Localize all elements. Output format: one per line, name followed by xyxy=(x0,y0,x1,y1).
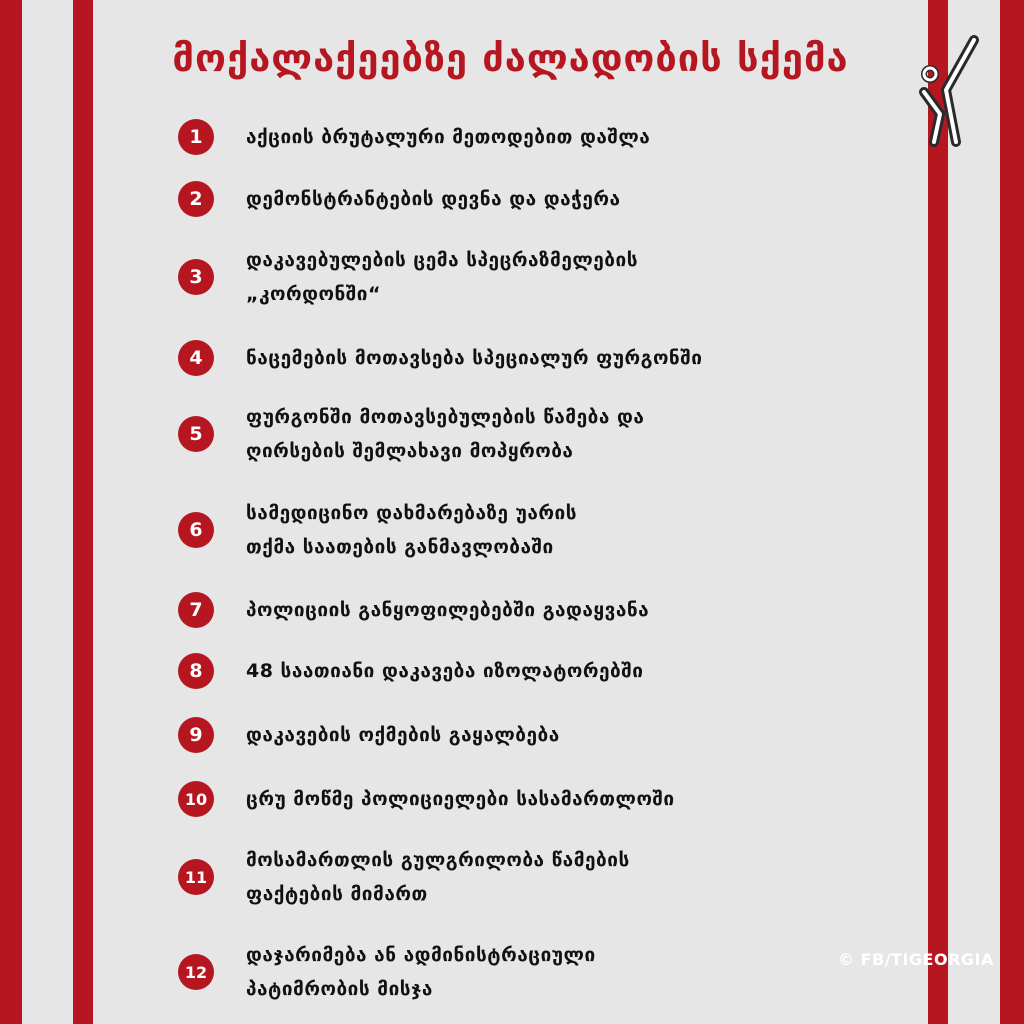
list-item xyxy=(178,340,908,376)
item-number-badge: 3 xyxy=(178,259,214,295)
item-text-line: თქმა საათების განმავლობაში xyxy=(246,536,554,558)
item-number-badge: 9 xyxy=(178,717,214,753)
item-number-badge: 2 xyxy=(178,181,214,217)
item-number-badge: 1 xyxy=(178,119,214,155)
list-item xyxy=(178,843,908,911)
list-item xyxy=(178,592,908,628)
item-text-line: დემონსტრანტების დევნა და დაჭერა xyxy=(246,188,621,210)
item-number-badge: 8 xyxy=(178,653,214,689)
list-item xyxy=(178,781,908,817)
list-item xyxy=(178,243,908,311)
item-text-line: 48 საათიანი დაკავება იზოლატორებში xyxy=(246,660,644,682)
item-text-line: სამედიცინო დახმარებაზე უარის xyxy=(246,502,578,524)
item-number-badge: 4 xyxy=(178,340,214,376)
item-text xyxy=(246,782,675,816)
item-text xyxy=(246,341,702,375)
item-text xyxy=(246,593,649,627)
item-text-line: დაკავებულების ცემა სპეცრაზმელების xyxy=(246,249,639,271)
item-number-badge: 11 xyxy=(178,859,214,895)
item-text xyxy=(246,843,630,911)
item-text xyxy=(246,496,577,564)
left-outer-stripe xyxy=(0,0,22,1024)
source-credit: © FB/TIGEORGIA xyxy=(838,950,994,969)
item-text-line: დაჯარიმება ან ადმინისტრაციული xyxy=(246,944,596,966)
figure-logo-icon xyxy=(912,30,984,154)
item-text xyxy=(246,243,638,311)
item-text-line: პოლიციის განყოფილებებში გადაყვანა xyxy=(246,599,650,621)
list-item xyxy=(178,938,908,1006)
item-text-line: ფურგონში მოთავსებულების წამება და xyxy=(246,406,645,428)
left-inner-stripe xyxy=(73,0,93,1024)
item-text-line: მოსამართლის გულგრილობა წამების xyxy=(246,849,630,871)
item-text xyxy=(246,718,560,752)
item-text xyxy=(246,938,596,1006)
item-number-badge: 6 xyxy=(178,512,214,548)
item-text xyxy=(246,120,650,154)
item-text-line: ნაცემების მოთავსება სპეციალურ ფურგონში xyxy=(246,347,703,369)
item-text-line: ღირსების შემლახავი მოპყრობა xyxy=(246,440,574,462)
list-item xyxy=(178,496,908,564)
item-text-line: აქციის ბრუტალური მეთოდებით დაშლა xyxy=(246,126,651,148)
list-item xyxy=(178,653,908,689)
right-outer-stripe xyxy=(1000,0,1024,1024)
item-number-badge: 7 xyxy=(178,592,214,628)
item-text-line: პატიმრობის მისჯა xyxy=(246,978,433,1000)
item-number-badge: 5 xyxy=(178,416,214,452)
list-item xyxy=(178,717,908,753)
item-number-badge: 12 xyxy=(178,954,214,990)
page-title: მოქალაქეებზე ძალადობის სქემა xyxy=(172,36,849,80)
item-text-line: ფაქტების მიმართ xyxy=(246,883,428,905)
item-text-line: დაკავების ოქმების გაყალბება xyxy=(246,724,560,746)
item-text xyxy=(246,400,644,468)
item-text-line: „კორდონში“ xyxy=(246,283,381,305)
list-item xyxy=(178,181,908,217)
list-item xyxy=(178,400,908,468)
item-text-line: ცრუ მოწმე პოლიციელები სასამართლოში xyxy=(246,788,675,810)
item-text xyxy=(246,182,621,216)
list-item xyxy=(178,119,908,155)
item-text xyxy=(246,654,643,688)
item-number-badge: 10 xyxy=(178,781,214,817)
